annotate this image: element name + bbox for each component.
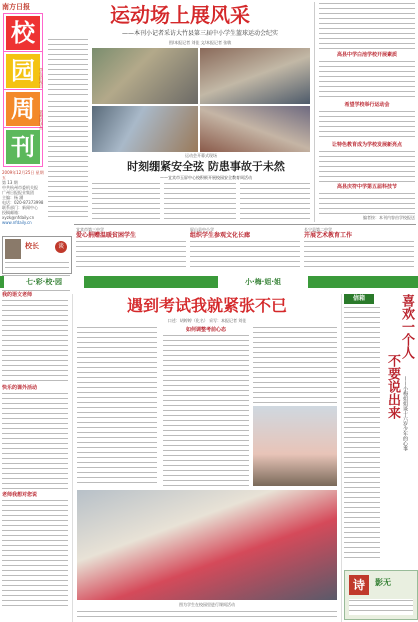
feature-article: [72, 294, 342, 622]
masthead-char-2: 园: [4, 52, 42, 90]
row2-item-3-title: 开展艺术教育工作: [304, 232, 353, 239]
feature-title: 遇到考试我就紧张不已: [126, 296, 287, 315]
sidebar-footer-label: 诗: [349, 575, 369, 595]
right-text-5: [319, 192, 415, 214]
contact-1: 中共杭州市委机关报: [2, 185, 38, 190]
contact-5: 联系部门：新闻中心: [2, 205, 38, 210]
bottom-left-text-1: [2, 299, 68, 385]
lead-title: 运动场上展风采: [110, 3, 250, 27]
editor-label: 校长: [25, 242, 39, 250]
lead-photo-4: [200, 106, 310, 152]
sub-text-col1: [92, 182, 160, 220]
sub-article-subtitle: ——宜宾市玉屏中心校积极开展校园安全教育周活动: [160, 175, 252, 180]
row2-item-3-tag: 长宁县第二中学: [304, 227, 332, 232]
contact-3: 主编：杨 涵: [2, 195, 24, 200]
masthead-char-1: 校: [4, 14, 42, 52]
sidebar-footer-box: [344, 570, 418, 620]
right-footer: 编者按：本刊内容由学校报送: [363, 215, 415, 220]
lead-subtitle: ——本刊小记者采访大竹县第三届中小学生篮球运动会纪实: [121, 30, 278, 37]
sidebar-label: 信箱: [344, 294, 374, 304]
right-text-4: [319, 150, 415, 182]
right-head-3: 让特色教育成为学校发展新亮点: [331, 142, 402, 148]
feature-text-4: [77, 610, 337, 620]
row2-item-2-text: [190, 240, 300, 268]
feature-photo-large: [77, 490, 337, 600]
feature-photo-caption: 图为学生在校园里进行课间活动: [179, 602, 235, 607]
sidebar-vertical-sub: ——小梅姐姐谈十六岁少年的心事: [402, 376, 408, 451]
issue-info: [2, 170, 46, 225]
masthead-side-text-2: 老师的讲台: [39, 110, 44, 130]
row2-item-3-text: [304, 240, 414, 268]
right-head-2: 希望学校举行运动会: [344, 102, 390, 108]
lead-text-col1b: [48, 100, 88, 220]
banner-left: 七·彩·校·园: [4, 276, 84, 288]
contact-2: 广州日报报业集团: [2, 190, 34, 195]
sidebar-footer-text: 影无: [375, 578, 391, 587]
row2-item-1-title: 爱心捐赠温暖贫困学生: [76, 232, 137, 239]
right-head-1: 高县中学白池学校开展素质: [336, 52, 397, 58]
editor-photo: [5, 239, 21, 259]
bottom-left-text-2: [2, 392, 68, 492]
masthead-char-4: 刊: [4, 128, 42, 166]
right-column: [314, 2, 417, 222]
sidebar-vertical-1: 喜欢一个人: [399, 294, 414, 359]
banner-right: 小·梅·姐·姐: [218, 276, 308, 288]
sub-article-title: 时刻绷紧安全弦 防患事故于未然: [127, 160, 285, 173]
issue-edition: 第 13 期: [2, 180, 18, 185]
contact-6: 投稿邮箱：xyzk@nfdaily.cn: [2, 210, 35, 220]
site-url[interactable]: www.nfdaily.cn: [2, 220, 32, 225]
feature-subhead: 如何调整考前心态: [185, 327, 226, 333]
lead-photo-2: [200, 48, 310, 104]
lead-photo-caption: 运动会开幕式现场: [185, 153, 217, 158]
sidebar: [344, 294, 416, 622]
lead-text-col1: [48, 38, 88, 98]
row2-item-1-text: [76, 240, 186, 268]
masthead: [0, 0, 44, 198]
bottom-left-text-3: [2, 499, 68, 609]
sidebar-vertical-block: [384, 294, 416, 564]
sidebar-vertical-2: 不要说出来: [385, 354, 400, 419]
brand-logo: 南方日报: [2, 3, 30, 11]
lead-photo-1: [92, 48, 198, 104]
bottom-left-column: [2, 292, 68, 620]
sub-text-col2: [164, 182, 236, 220]
row2: [74, 224, 416, 271]
lead-byline: 图/本报记者 刘佳 文/本报记者 张敏: [168, 40, 232, 45]
feature-photo-small: [253, 406, 337, 486]
row2-item-2-title: 组织学生参观文化长廊: [190, 232, 251, 239]
bottom-left-head-2: 快乐的课外活动: [2, 385, 38, 391]
feature-text-1: [77, 326, 157, 486]
feature-byline: 口述：胡婷婷（化名） 采写：本报记者 刘佳: [167, 318, 247, 323]
contact-4: 电话：020-87373998: [2, 200, 44, 205]
editor-box: [2, 236, 72, 274]
feature-text-2: [163, 334, 249, 486]
row2-item-1-tag: 宜宾市第三中学: [76, 227, 104, 232]
bottom-left-head-3: 老师我想对您说: [2, 492, 38, 498]
row2-item-1: [76, 227, 186, 268]
sub-text-col3: [240, 182, 310, 220]
right-head-4: 高县庆符中学第五届科技节: [336, 184, 397, 190]
editor-text: [5, 261, 69, 271]
masthead-side-text-1: 学生的视点: [39, 68, 44, 88]
section-banner: [0, 276, 418, 288]
sidebar-text-1: [344, 306, 380, 562]
issue-date: 2009年12月25日 星期五: [2, 170, 44, 180]
row2-item-2: [190, 227, 300, 268]
masthead-char-3: 周: [4, 90, 42, 128]
row2-item-2-tag: 屏山县中小学: [190, 227, 214, 232]
row2-item-3: [304, 227, 414, 268]
bottom-left-head-1: 我的语文老师: [2, 292, 33, 298]
right-text-1: [319, 2, 415, 50]
sidebar-footer-body: [349, 599, 413, 615]
feature-text-3: [253, 326, 337, 404]
lead-photo-3: [92, 106, 198, 152]
right-text-3: [319, 110, 415, 140]
right-text-2: [319, 60, 415, 100]
editor-suffix: 谈: [55, 241, 67, 253]
